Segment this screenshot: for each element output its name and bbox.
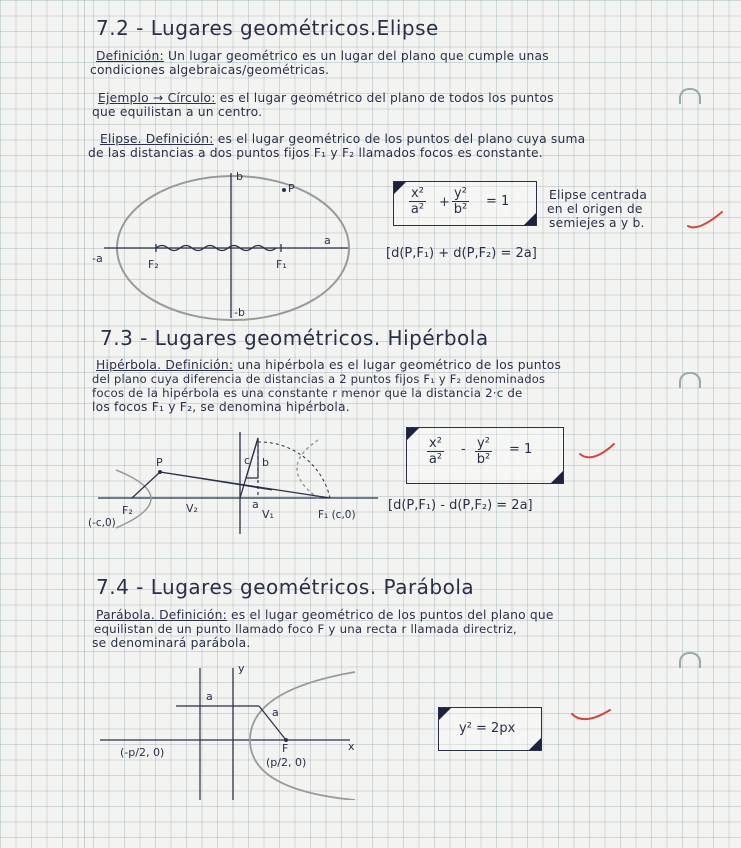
label-f1: F₁: [276, 258, 287, 271]
fraction-y: [452, 186, 469, 217]
ellipse-figure: [86, 168, 366, 328]
parabola-equation-box: [438, 707, 542, 751]
label-f2-coord: (-c,0): [88, 517, 116, 529]
parabola-curve: [250, 672, 355, 800]
parabola-line-2: equilistan de un punto llamado foco F y una recta r llamada directriz,: [94, 622, 517, 636]
fraction-y: [475, 436, 492, 467]
definition-label: Definición:: [96, 49, 164, 63]
equals-one: = 1: [486, 194, 510, 209]
denominator-a: a²: [410, 202, 425, 217]
box-corner-tl: [439, 708, 451, 720]
section-title-parabola: 7.4 - Lugares geométricos. Parábola: [96, 575, 475, 599]
binder-hole: [679, 88, 701, 104]
definition-paragraph: [96, 50, 549, 64]
ellipse-note-line-2: en el origen de: [547, 202, 643, 216]
label-c: c: [244, 454, 251, 467]
label-left-point: (-p/2, 0): [120, 746, 165, 759]
parabola-line-3: se denominará parábola.: [92, 636, 251, 650]
parabola-definition: [96, 609, 554, 623]
label-f: F: [282, 742, 289, 755]
point-p: [282, 188, 286, 192]
parabola-equation: y² = 2px: [459, 721, 516, 736]
definition-line-2: condiciones algebraicas/geométricas.: [90, 63, 330, 77]
label-f2: F₂: [122, 504, 133, 517]
parabola-definition-label: Parábola. Definición:: [96, 608, 227, 622]
label-f2: F₂: [148, 258, 159, 271]
plus-sign: +: [439, 195, 450, 210]
ellipse-note-line-1: Elipse centrada: [549, 188, 648, 202]
label-minus-b: -b: [234, 306, 245, 319]
label-y: y: [238, 662, 245, 675]
label-f1: F₁ (c,0): [318, 509, 356, 521]
segment-f2-p: [132, 472, 160, 498]
label-p: P: [156, 456, 163, 469]
section-title-hyperbola: 7.3 - Lugares geométricos. Hipérbola: [100, 326, 489, 350]
margin-line: [84, 0, 85, 848]
definition-line-1: Un lugar geométrico es un lugar del plano que cumple unas: [167, 49, 549, 63]
label-a-1: a: [206, 690, 213, 703]
ellipse-distance-equation: [d(P,F₁) + d(P,F₂) = 2a]: [386, 246, 537, 261]
numerator-x: x²: [429, 436, 442, 451]
numerator-y: y²: [477, 436, 490, 451]
section-title-ellipse: 7.2 - Lugares geométricos.Elipse: [96, 16, 439, 40]
hyperbola-line-2: del plano cuya diferencia de distancias a 2 puntos fijos F₁ y F₂ denominados: [92, 372, 546, 386]
label-minus-a: -a: [92, 252, 103, 265]
box-corner-br: [524, 213, 536, 225]
box-corner-br: [551, 471, 563, 483]
check-mark-icon: [578, 440, 618, 464]
label-v1: V₁: [262, 508, 274, 521]
label-x: x: [348, 740, 355, 753]
numerator-y: y²: [454, 186, 467, 201]
denominator-b: b²: [476, 452, 491, 467]
example-line-1: es el lugar geométrico del plano de todos los puntos: [219, 91, 554, 105]
denominator-a: a²: [428, 452, 443, 467]
numerator-x: x²: [411, 186, 424, 201]
check-mark-icon: [570, 704, 614, 726]
hyperbola-definition: [96, 359, 561, 373]
denominator-b: b²: [453, 202, 468, 217]
binder-hole: [679, 372, 701, 388]
example-line-2: que equilistan a un centro.: [92, 105, 263, 119]
label-focus-point: (p/2, 0): [266, 756, 307, 769]
label-a: a: [252, 498, 259, 511]
example-label: Ejemplo → Círculo:: [98, 91, 216, 105]
ellipse-definition: [100, 133, 585, 147]
label-p: P: [288, 182, 295, 195]
ellipse-note-line-3: semiejes a y b.: [549, 216, 645, 230]
label-a-2: a: [272, 706, 279, 719]
ellipse-equation-box: [393, 181, 537, 226]
segment-p-v1: [160, 472, 272, 490]
box-corner-tl: [407, 428, 419, 440]
hyperbola-figure: [86, 428, 386, 538]
hyperbola-definition-label: Hipérbola. Definición:: [96, 358, 234, 372]
equals-one: = 1: [509, 442, 533, 457]
box-corner-br: [529, 738, 541, 750]
hyperbola-line-4: los focos F₁ y F₂, se denomina hipérbola.: [92, 400, 350, 414]
hyperbola-left-branch: [116, 470, 151, 528]
ellipse-line-1: es el lugar geométrico de los puntos del plano cuya suma: [217, 132, 586, 146]
label-b: b: [262, 456, 269, 469]
fraction-x: [427, 436, 444, 467]
hyperbola-line-3: focos de la hipérbola es una constante r menor que la distancia 2·c de: [92, 386, 523, 400]
ellipse-line-2: de las distancias a dos puntos fijos F₁ y F₂ llamados focos es constante.: [88, 146, 543, 160]
hyperbola-equation-box: [406, 427, 564, 484]
label-a: a: [324, 234, 331, 247]
check-mark-icon: [686, 208, 726, 232]
box-corner-tl: [394, 182, 406, 194]
label-b: b: [236, 170, 243, 183]
hyperbola-line-1: una hipérbola es el lugar geométrico de los puntos: [237, 358, 562, 372]
minus-sign: -: [461, 442, 466, 457]
hyperbola-right-branch: [297, 440, 318, 498]
point-p: [158, 470, 162, 474]
label-v2: V₂: [186, 502, 198, 515]
binder-hole: [679, 652, 701, 668]
parabola-line-1: es el lugar geométrico de los puntos del plano que: [231, 608, 554, 622]
hyperbola-distance-equation: [d(P,F₁) - d(P,F₂) = 2a]: [388, 498, 533, 513]
example-paragraph: [98, 92, 554, 106]
ellipse-definition-label: Elipse. Definición:: [100, 132, 214, 146]
fraction-x: [409, 186, 426, 217]
parabola-figure: [100, 660, 370, 800]
